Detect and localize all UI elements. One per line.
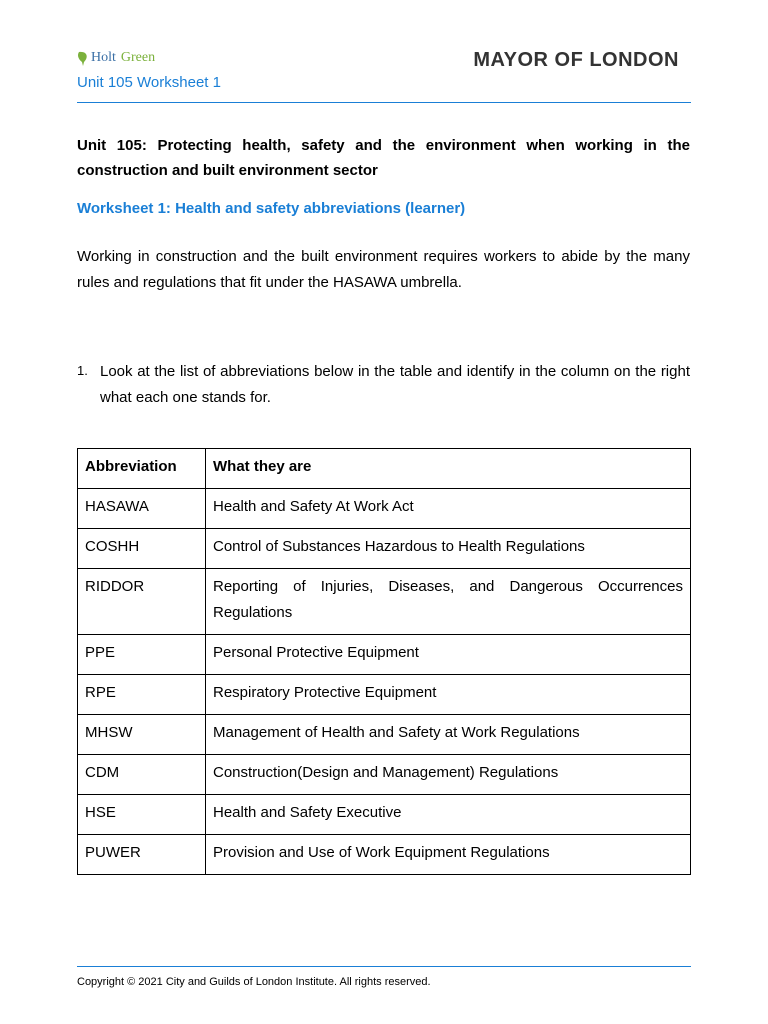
worksheet-title: Worksheet 1: Health and safety abbreviations (learner) xyxy=(77,200,466,217)
table-row xyxy=(78,569,691,635)
table-row xyxy=(78,755,691,795)
copyright-notice: Copyright © 2021 City and Guilds of London Institute. All rights reserved. xyxy=(77,976,431,988)
abbreviation-cell: CDM xyxy=(78,755,206,795)
abbreviation-cell: HASAWA xyxy=(78,489,206,529)
abbreviation-cell: RPE xyxy=(78,675,206,715)
intro-paragraph: Working in construction and the built environment requires workers to abide by the many rules and regulations that fit under the HASAWA umbrella. xyxy=(77,248,690,291)
meaning-cell: Construction(Design and Management) Regulations xyxy=(206,755,691,795)
mayor-of-london-logo: MAYOR OF LONDON xyxy=(473,49,679,71)
meaning-cell: Personal Protective Equipment xyxy=(206,635,691,675)
table-row xyxy=(78,635,691,675)
meaning-cell: Reporting of Injuries, Diseases, and Dangerous Occurrences Regulations xyxy=(206,569,691,635)
abbreviation-cell: COSHH xyxy=(78,529,206,569)
table-row xyxy=(78,795,691,835)
meaning-cell: Health and Safety At Work Act xyxy=(206,489,691,529)
header-divider xyxy=(77,102,691,103)
meaning-cell: Health and Safety Executive xyxy=(206,795,691,835)
table-row xyxy=(78,529,691,569)
unit-title: Unit 105: Protecting health, safety and the environment when working in the construction and built environment sector xyxy=(77,137,690,179)
abbreviation-cell: RIDDOR xyxy=(78,569,206,635)
abbreviation-cell: MHSW xyxy=(78,715,206,755)
table-row xyxy=(78,835,691,875)
meaning-cell: Control of Substances Hazardous to Health Regulations xyxy=(206,529,691,569)
logo-word-holt: Holt xyxy=(91,50,116,65)
abbreviations-table xyxy=(77,448,691,875)
table-row xyxy=(78,715,691,755)
logo-word-green: Green xyxy=(120,50,156,65)
question-text: Look at the list of abbreviations below in the table and identify in the column on the right what each one stands for. xyxy=(100,363,690,406)
header-what-they-are: What they are xyxy=(206,449,691,489)
abbreviation-cell: PUWER xyxy=(78,835,206,875)
holt-green-logo xyxy=(77,50,155,66)
unit-reference: Unit 105 Worksheet 1 xyxy=(77,74,221,91)
abbreviation-cell: HSE xyxy=(78,795,206,835)
meaning-cell: Respiratory Protective Equipment xyxy=(206,675,691,715)
table-header-row xyxy=(78,449,691,489)
meaning-cell: Provision and Use of Work Equipment Regulations xyxy=(206,835,691,875)
table-row xyxy=(78,675,691,715)
footer-divider xyxy=(77,966,691,967)
meaning-cell: Management of Health and Safety at Work Regulations xyxy=(206,715,691,755)
question-number: 1. xyxy=(77,363,88,378)
leaf-icon xyxy=(77,50,89,66)
abbreviation-cell: PPE xyxy=(78,635,206,675)
header-abbreviation: Abbreviation xyxy=(78,449,206,489)
table-row xyxy=(78,489,691,529)
